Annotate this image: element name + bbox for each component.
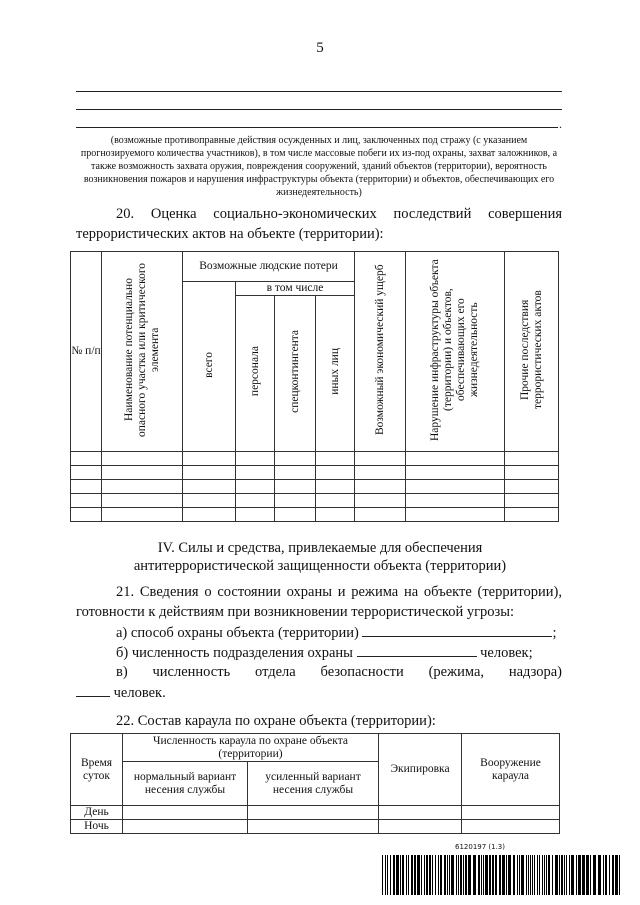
consequences-table — [70, 251, 559, 522]
item-a-blank — [362, 622, 552, 637]
item-b-blank — [357, 642, 477, 657]
barcode-icon — [382, 855, 622, 895]
barcode-text: 6120197 (1.3) — [455, 843, 505, 851]
section4-title-line2: антитеррористической защищенности объекта (территории) — [133, 558, 507, 574]
col-name-header: Наименование потенциально опасного участка или критического элемента — [102, 252, 183, 452]
blank-line-3 — [76, 127, 558, 128]
col-enhanced-header: усиленный вариант несения службы — [248, 762, 379, 806]
section21-item-a: а) способ охраны объекта (территории) ; — [116, 622, 562, 643]
col-normal-header: нормальный вариант несения службы — [123, 762, 248, 806]
col-total-header: всего — [183, 282, 236, 452]
blank-line-1 — [76, 91, 562, 92]
guard-table — [70, 733, 560, 834]
threats-note: (возможные противоправные действия осужденных и лиц, заключенных под стражу (с указанием прогнозируемого количества участников), в том числе массовые побеги их из-под охраны, захват заложников, а также возможность захвата оружия, повреждения сооружений, зданий объектов (территории), вероятность возникновения пожаров и нарушения инфраструктуры объекта (территории) и объектов, обеспечивающих его жизнедеятельность) — [80, 135, 558, 198]
blank-line-2 — [76, 109, 562, 110]
row-night-label: Ночь — [71, 820, 123, 834]
item-v-blank — [76, 682, 110, 697]
line-end-dot: . — [559, 117, 562, 131]
col-personnel-header: персонала — [236, 296, 275, 452]
col-infra-header: Нарушение инфраструктуры объекта (территории) и объектов, обеспечивающих его жизнедеятельность — [406, 252, 505, 452]
section21-line2: готовности к действиям при возникновении террористической угрозы: — [76, 604, 515, 620]
table-row — [71, 466, 559, 480]
section22-heading: 22. Состав караула по охране объекта (территории): — [116, 713, 436, 729]
col-losses-header: Возможные людские потери — [183, 252, 355, 282]
col-count-header: Численность караула по охране объекта (территории) — [123, 734, 379, 762]
table-row — [71, 452, 559, 466]
section21-line1: 21. Сведения о состоянии охраны и режима на объекте (территории), — [116, 584, 562, 600]
section21-item-v-line1: в) численность отдела безопасности (режима, надзора) — [116, 664, 562, 680]
col-other-header: Прочие последствия террористических актов — [505, 252, 559, 452]
page-number: 5 — [316, 40, 324, 56]
section21-item-b: б) численность подразделения охраны человек; — [116, 642, 562, 663]
col-damage-header: Возможный экономический ущерб — [355, 252, 406, 452]
table-row — [71, 806, 560, 820]
col-time-header: Время суток — [71, 734, 123, 806]
row-day-label: День — [71, 806, 123, 820]
table-row — [71, 508, 559, 522]
col-others-header: иных лиц — [316, 296, 355, 452]
table-row — [71, 494, 559, 508]
table-row — [71, 820, 560, 834]
col-incl-header: в том числе — [236, 282, 355, 296]
section4-title-line1: IV. Силы и средства, привлекаемые для обеспечения — [157, 540, 483, 556]
col-num-header: № п/п — [71, 252, 102, 452]
section20-heading-line2: террористических актов на объекте (территории): — [76, 226, 384, 242]
section21-item-v-line2: человек. — [76, 682, 562, 703]
table-row — [71, 480, 559, 494]
col-equipment-header: Экипировка — [379, 734, 462, 806]
section20-heading-line1: 20. Оценка социально-экономических последствий совершения — [116, 206, 562, 222]
col-weapons-header: Вооружение караула — [462, 734, 560, 806]
col-special-header: спецконтингента — [275, 296, 316, 452]
